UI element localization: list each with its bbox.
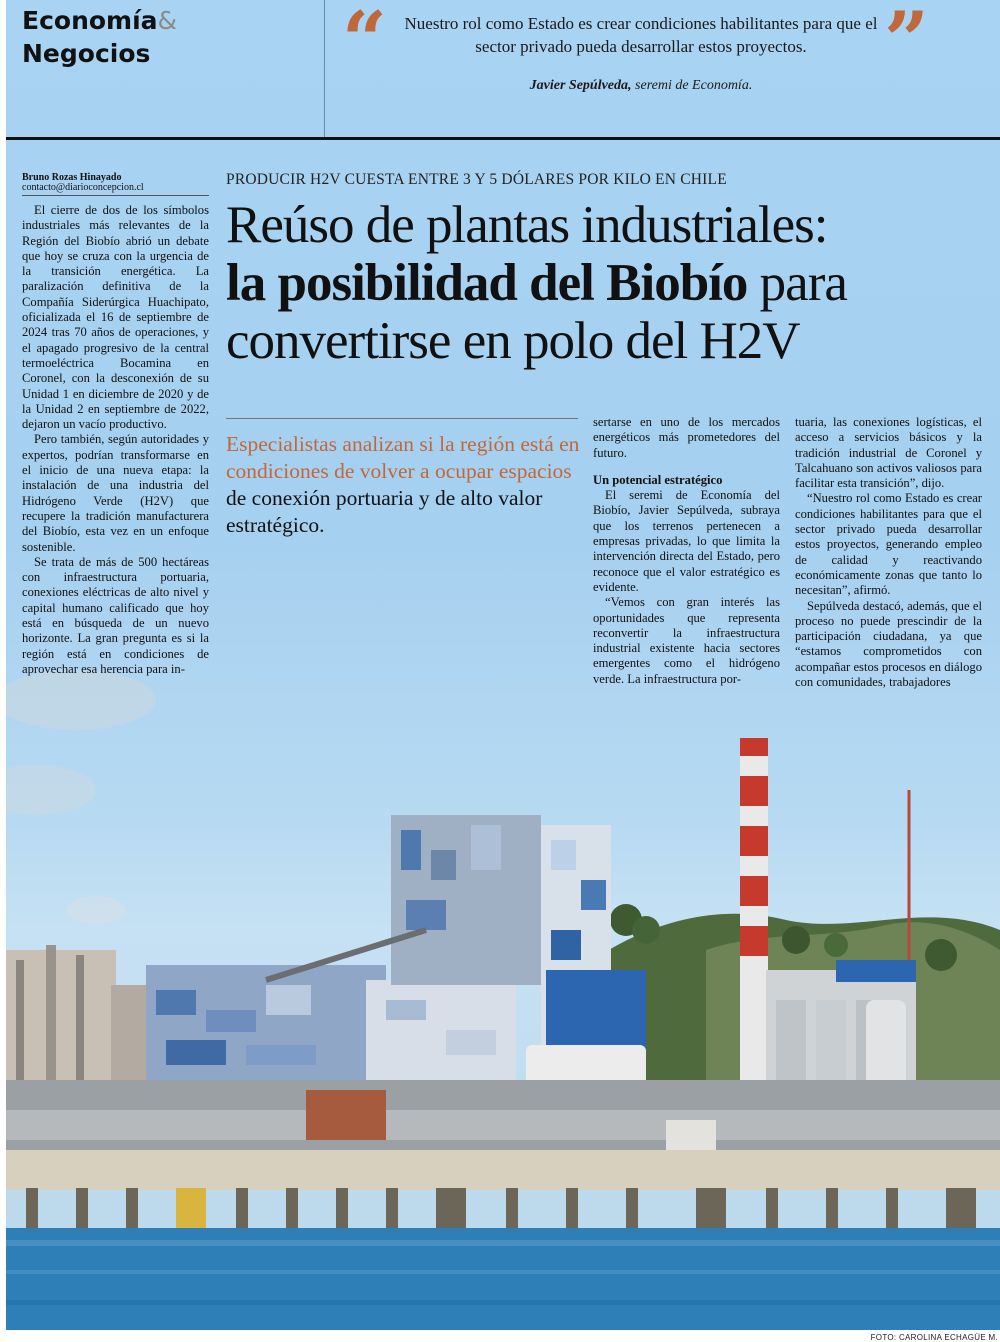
body-paragraph: Se trata de más de 500 hectáreas con infraestructura portuaria, conexiones eléctricas de alto nivel y capital humano calificado que hoy está en búsqueda de un nuevo horizonte. La gran pregunta es si la región está en condiciones de aprovechar esa herencia para in- [22, 554, 209, 676]
deck-rest: de conexión portuaria y de alto valor estratégico. [226, 486, 543, 537]
body-column-1 [22, 203, 209, 677]
byline-email[interactable]: contacto@diarioconcepcion.cl [22, 182, 144, 193]
section-title [22, 4, 177, 70]
body-column-2 [593, 415, 780, 687]
headline-line-3: convertirse en polo del H2V [226, 312, 800, 370]
deck-rule [226, 418, 578, 419]
headline-line-2-rest: para [747, 254, 847, 312]
body-column-3 [795, 415, 982, 690]
section-title-negocios: Negocios [22, 39, 151, 68]
body-paragraph: “Vemos con gran interés las oportunidades que representa reconvertir la infraestructura industrial existente hacia sectores emergentes como el hidrógeno verde. La infraestructura por- [593, 595, 780, 686]
chimney [740, 738, 768, 1088]
body-paragraph: Pero también, según autoridades y expertos, podrían transformarse en el inicio de una nueva etapa: la instalación de una industria del Hidrógeno Verde (H2V) que recupere la tradición manufacturera del Biobío, esta vez en un enfoque sostenible. [22, 432, 209, 554]
headline-bold: la posibilidad del Biobío [226, 254, 748, 312]
body-paragraph: El cierre de dos de los símbolos industriales más relevantes de la Región del Biobío abrió un debate que hoy se cruza con la urgencia de la transición energética. La paralización definitiva de la Compañía Siderúrgica Huachipato, oficializada el 16 de septiembre de 2024 tras 70 años de operaciones, y el apagado progresivo de la central termoeléctrica Bocamina en Coronel, con la desconexión de su Unidad 1 en diciembre de 2020 y de la Unidad 2 en septiembre de 2022, dejaron un vacío productivo. [22, 203, 209, 432]
byline-rule [22, 195, 209, 196]
deck [226, 431, 586, 539]
body-paragraph: Sepúlveda destacó, además, que el proceso no puede prescindir de la participación ciudadana, ya que “estamos comprometidos con acompañar estos procesos en diálogo con comunidades, trabajadores [795, 598, 982, 690]
section-title-economia: Economía [22, 6, 158, 35]
open-quote-icon: “ [342, 0, 387, 86]
pull-quote-author [404, 78, 878, 94]
headline-line-1: Reúso de plantas industriales: [226, 196, 828, 254]
pull-quote-text: Nuestro rol como Estado es crear condiciones habilitantes para que el sector privado pueda desarrollar estos proyectos. [404, 14, 878, 56]
close-quote-icon: ” [884, 0, 929, 86]
kicker: PRODUCIR H2V CUESTA ENTRE 3 Y 5 DÓLARES POR KILO EN CHILE [226, 171, 727, 188]
photo-credit: FOTO: CAROLINA ECHAGÜE M. [870, 1333, 998, 1342]
deck-accent: Especialistas analizan si la región está en condiciones de volver a ocupar espacios [226, 432, 580, 483]
quote-author-role: seremi de Economía. [631, 78, 753, 93]
body-paragraph: “Nuestro rol como Estado es crear condiciones habilitantes para que el sector privado pueda desarrollar estos proyectos, generando empleo de calidad y reactivando económicamente zonas que tanto lo necesitan”, afirmó. [795, 491, 982, 598]
subhead: Un potencial estratégico [593, 472, 723, 487]
body-paragraph: sertarse en uno de los mercados energéticos más prometedores del futuro. [593, 415, 780, 460]
quote-author-name: Javier Sepúlveda, [529, 78, 632, 93]
byline-name: Bruno Rozas Hinayado [22, 172, 122, 183]
header-rule [6, 137, 1000, 140]
section-header [6, 0, 1000, 138]
section-ampersand: & [157, 6, 178, 35]
body-paragraph: El seremi de Economía del Biobío, Javier Sepúlveda, subraya que los terrenos pertenecen a empresas privadas, lo que limita la intervención directa del Estado, pero reconoce que el valor estratégico es evidente. [593, 488, 780, 594]
header-divider [324, 0, 325, 138]
headline [226, 196, 996, 370]
body-paragraph: tuaria, las conexiones logísticas, el acceso a servicios básicos y la tradición industrial de Coronel y Talcahuano son activos valiosos para facilitar esta transición”, dijo. [795, 415, 982, 491]
